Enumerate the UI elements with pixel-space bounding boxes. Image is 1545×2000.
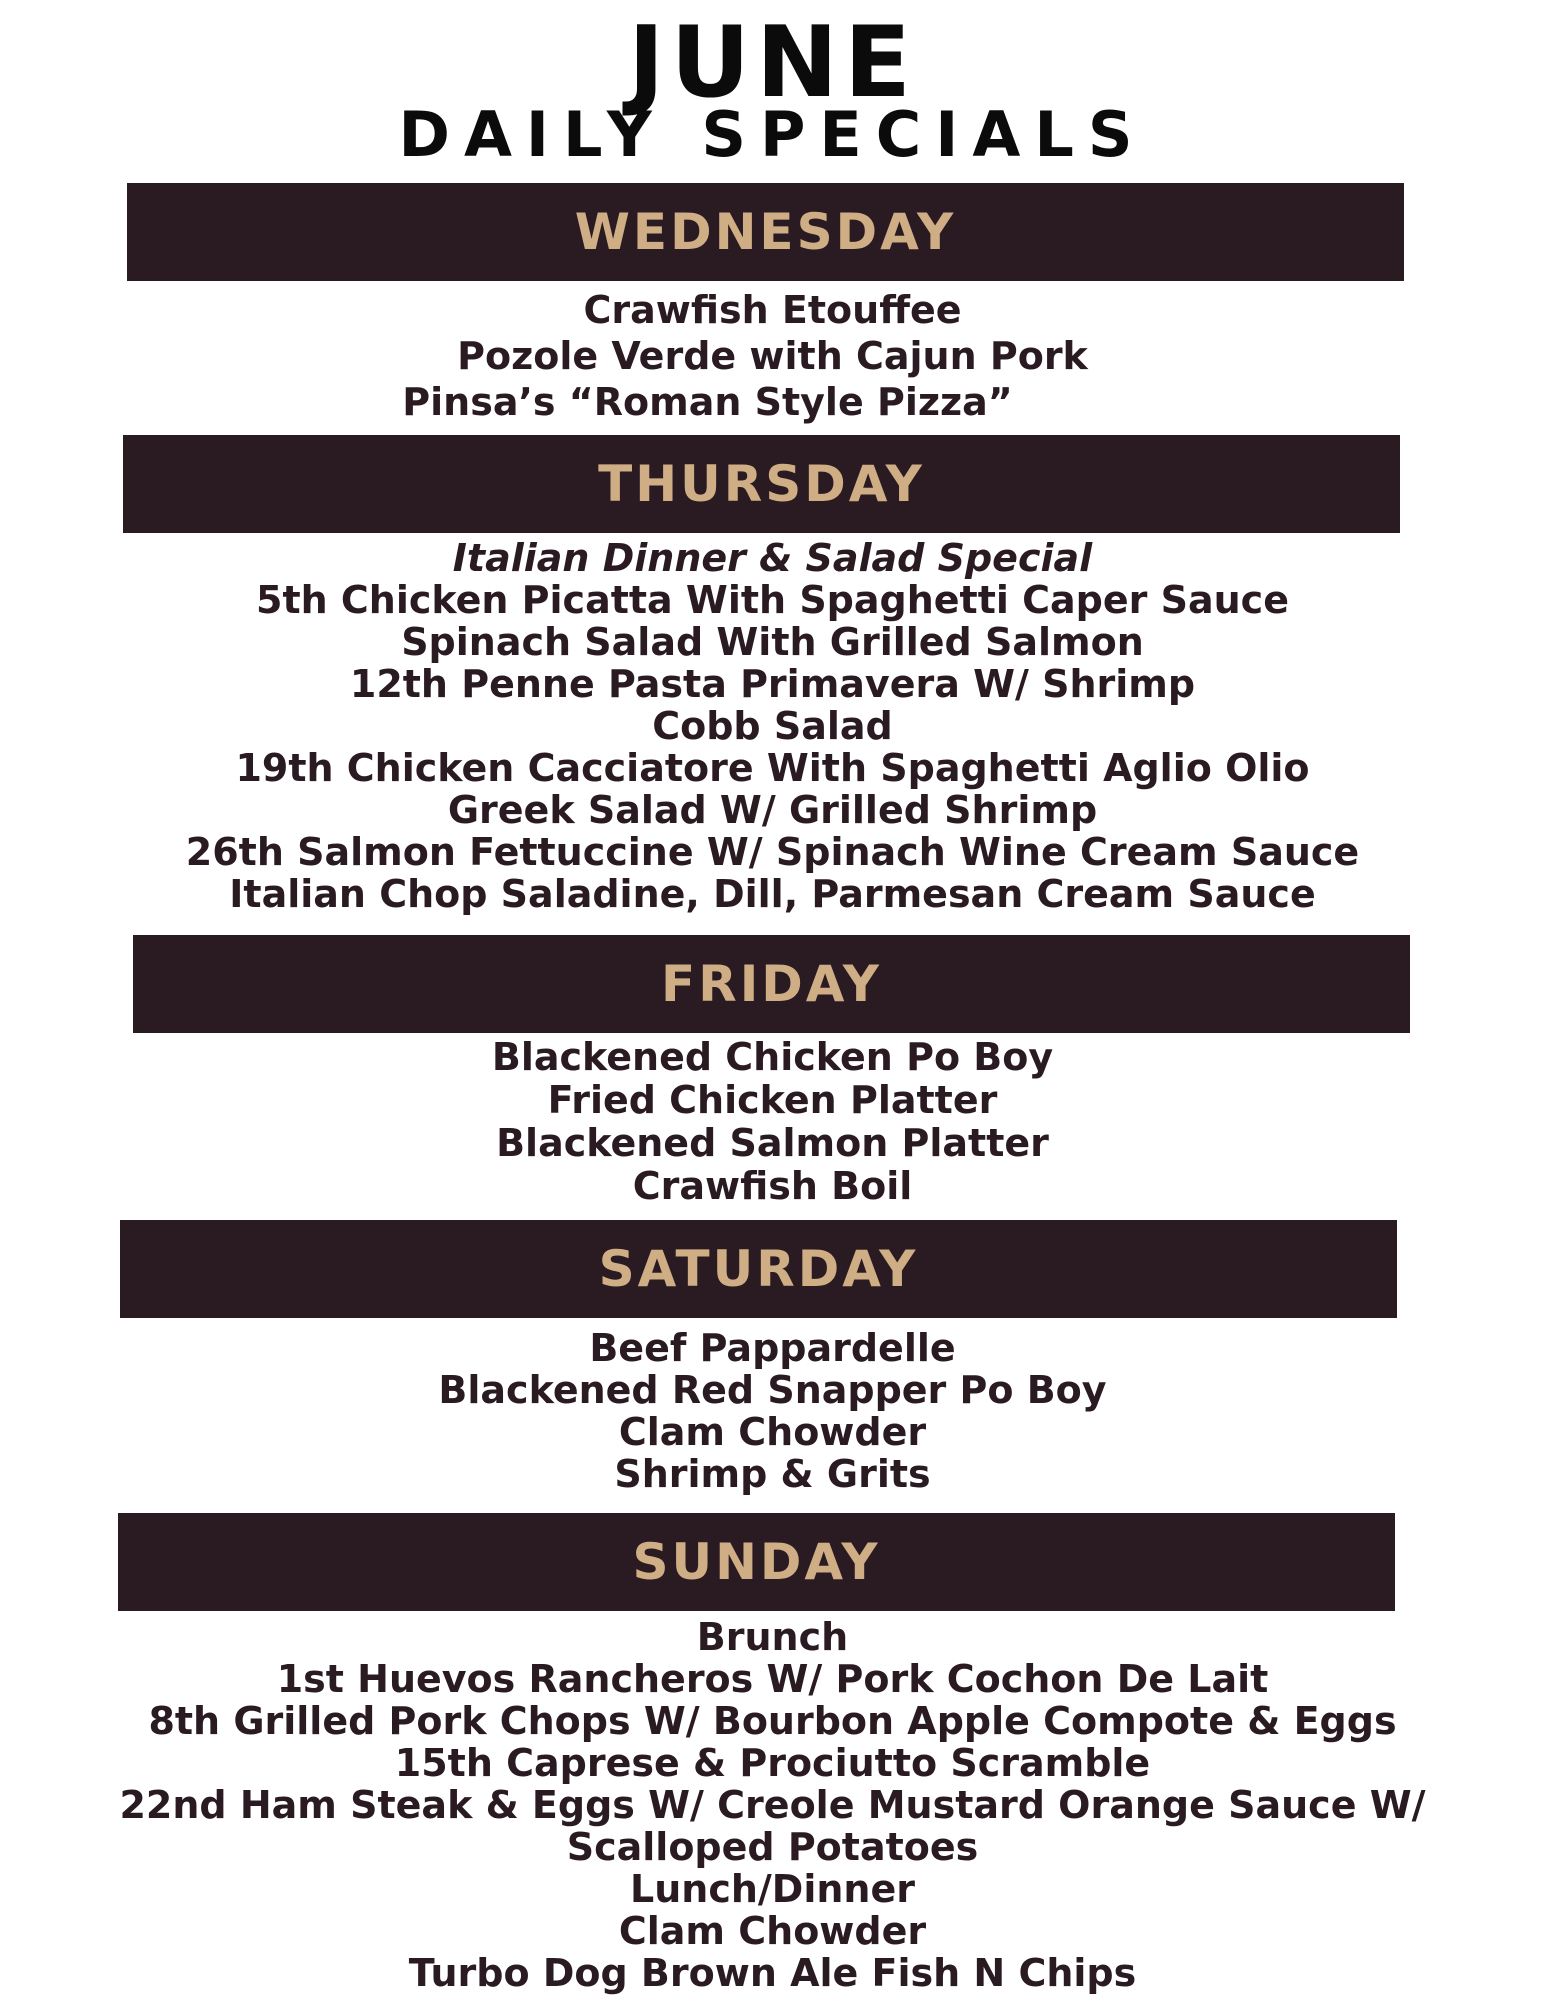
menu-item: Clam Chowder xyxy=(618,1909,927,1953)
day-band-wednesday xyxy=(127,183,1404,281)
page-title: DAILY SPECIALS xyxy=(398,98,1147,171)
day-label: SATURDAY xyxy=(598,1240,919,1298)
menu-item: Pinsa’s “Roman Style Pizza” xyxy=(402,380,1013,424)
menu-item: Pozole Verde with Cajun Pork xyxy=(457,334,1088,378)
thursday-specials xyxy=(0,537,1545,915)
day-band-friday xyxy=(133,935,1410,1033)
menu-item: 22nd Ham Steak & Eggs W/ Creole Mustard Orange Sauce W/ xyxy=(119,1783,1426,1827)
menu-item: 19th Chicken Cacciatore With Spaghetti Aglio Olio xyxy=(235,746,1310,790)
menu-item: Greek Salad W/ Grilled Shrimp xyxy=(447,788,1098,832)
month-title: JUNE xyxy=(627,6,917,120)
day-band-thursday xyxy=(123,435,1400,533)
menu-item: Cobb Salad xyxy=(652,704,893,748)
sunday-specials xyxy=(0,1616,1545,1994)
menu-item: Shrimp & Grits xyxy=(614,1452,931,1496)
menu-item: Turbo Dog Brown Ale Fish N Chips xyxy=(408,1951,1137,1995)
menu-item: Blackened Red Snapper Po Boy xyxy=(438,1368,1107,1412)
menu-item: Fried Chicken Platter xyxy=(547,1078,998,1122)
day-band-sunday xyxy=(118,1513,1395,1611)
menu-item: Italian Chop Saladine, Dill, Parmesan Cream Sauce xyxy=(229,872,1316,916)
menu-item: 26th Salmon Fettuccine W/ Spinach Wine Cream Sauce xyxy=(185,830,1360,874)
day-label: WEDNESDAY xyxy=(574,203,957,261)
wednesday-specials xyxy=(0,287,1545,425)
menu-item: Blackened Chicken Po Boy xyxy=(491,1035,1054,1079)
day-band-saturday xyxy=(120,1220,1397,1318)
menu-item: Clam Chowder xyxy=(618,1410,927,1454)
menu-section-heading: Italian Dinner & Salad Special xyxy=(452,536,1093,580)
menu-item: Blackened Salmon Platter xyxy=(496,1121,1049,1165)
menu-item: Crawfish Etouffee xyxy=(583,288,962,332)
saturday-specials xyxy=(0,1327,1545,1495)
menu-item: 8th Grilled Pork Chops W/ Bourbon Apple Compote & Eggs xyxy=(148,1699,1397,1743)
menu-item: Crawfish Boil xyxy=(632,1164,913,1208)
menu-item: 12th Penne Pasta Primavera W/ Shrimp xyxy=(349,662,1196,706)
menu-item: 15th Caprese & Prociutto Scramble xyxy=(394,1741,1151,1785)
menu-section-heading: Lunch/Dinner xyxy=(630,1867,915,1911)
menu-section-heading: Brunch xyxy=(696,1615,849,1659)
menu-item: 5th Chicken Picatta With Spaghetti Caper Sauce xyxy=(256,578,1289,622)
day-label: THURSDAY xyxy=(598,455,925,513)
menu-item: Scalloped Potatoes xyxy=(566,1825,979,1869)
menu-item: Spinach Salad With Grilled Salmon xyxy=(401,620,1144,664)
day-label: SUNDAY xyxy=(632,1533,881,1591)
menu-item: 1st Huevos Rancheros W/ Pork Cochon De Lait xyxy=(276,1657,1269,1701)
menu-item: Beef Pappardelle xyxy=(589,1326,956,1370)
friday-specials xyxy=(0,1036,1545,1208)
day-label: FRIDAY xyxy=(661,955,882,1013)
